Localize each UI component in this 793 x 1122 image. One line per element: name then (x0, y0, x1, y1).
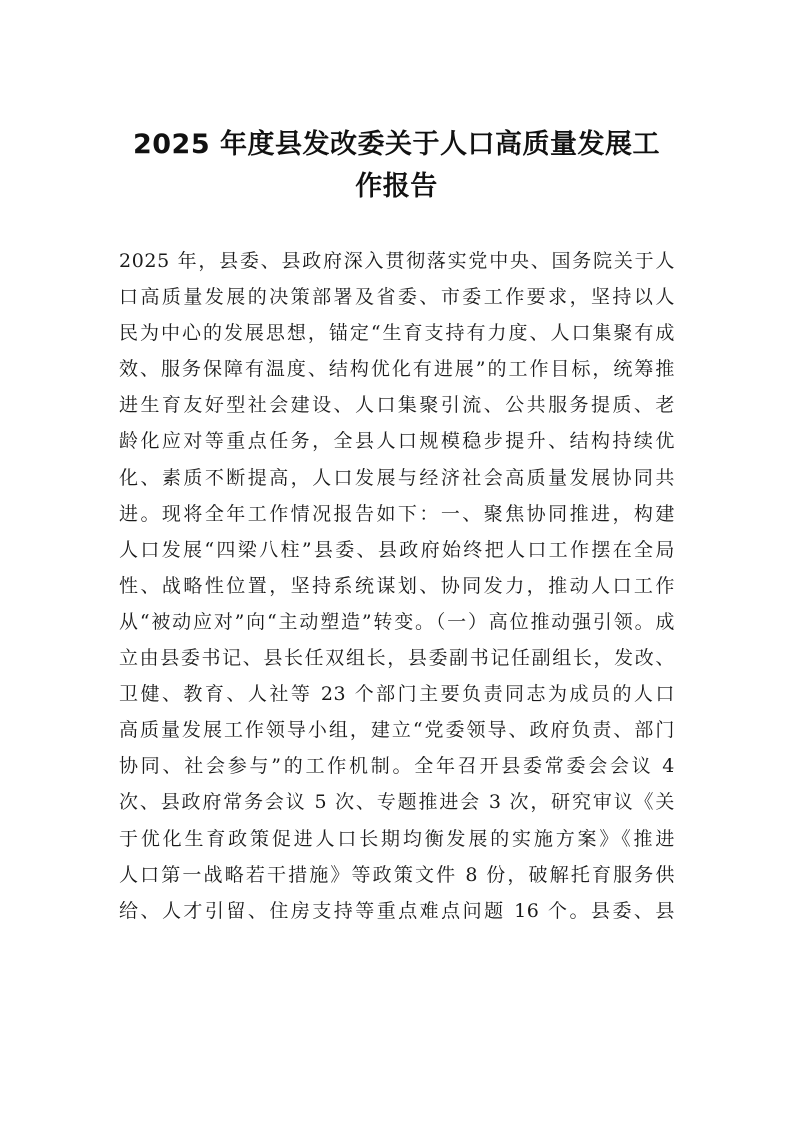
body-line: 人口第一战略若干措施》等政策文件 8 份，破解托育服务供 (119, 863, 675, 886)
title-line: 2025 年度县发改委关于人口高质量发展工 (132, 129, 661, 160)
body-line: 卫健、教育、人社等 23 个部门主要负责同志为成员的人口 (119, 683, 675, 706)
body-line: 立由县委书记、县长任双组长，县委副书记任副组长，发改、 (119, 647, 675, 670)
body-line: 次、县政府常务会议 5 次、专题推进会 3 次，研究审议《关 (119, 791, 675, 814)
body-line: 民为中心的发展思想，锚定“生育支持有力度、人口集聚有成 (119, 322, 675, 345)
body-line: 于优化生育政策促进人口长期均衡发展的实施方案》《推进 (119, 827, 675, 850)
body-line: 高质量发展工作领导小组，建立“党委领导、政府负责、部门 (119, 719, 675, 742)
body-line: 化、素质不断提高，人口发展与经济社会高质量发展协同共 (119, 466, 675, 489)
body-line: 协同、社会参与”的工作机制。全年召开县委常委会会议 4 (119, 755, 675, 778)
body-line: 人口发展“四梁八柱”县委、县政府始终把人口工作摆在全局 (119, 538, 675, 561)
body-line: 效、服务保障有温度、结构优化有进展”的工作目标，统筹推 (119, 358, 675, 381)
body-line: 2025 年，县委、县政府深入贯彻落实党中央、国务院关于人 (119, 250, 675, 272)
title-line: 作报告 (355, 171, 438, 202)
body-line: 进生育友好型社会建设、人口集聚引流、公共服务提质、老 (119, 394, 675, 417)
body-line: 从“被动应对”向“主动塑造”转变。（一）高位推动强引领。成 (119, 610, 675, 633)
document-title (110, 124, 683, 208)
body-line: 给、人才引留、住房支持等重点难点问题 16 个。县委、县 (119, 899, 675, 922)
body-line: 龄化应对等重点任务，全县人口规模稳步提升、结构持续优 (119, 430, 675, 453)
body-line: 性、战略性位置，坚持系统谋划、协同发力，推动人口工作 (119, 574, 675, 597)
document-body (119, 243, 675, 929)
body-line: 进。现将全年工作情况报告如下：一、聚焦协同推进，构建 (119, 502, 675, 525)
body-line: 口高质量发展的决策部署及省委、市委工作要求，坚持以人 (119, 286, 675, 309)
